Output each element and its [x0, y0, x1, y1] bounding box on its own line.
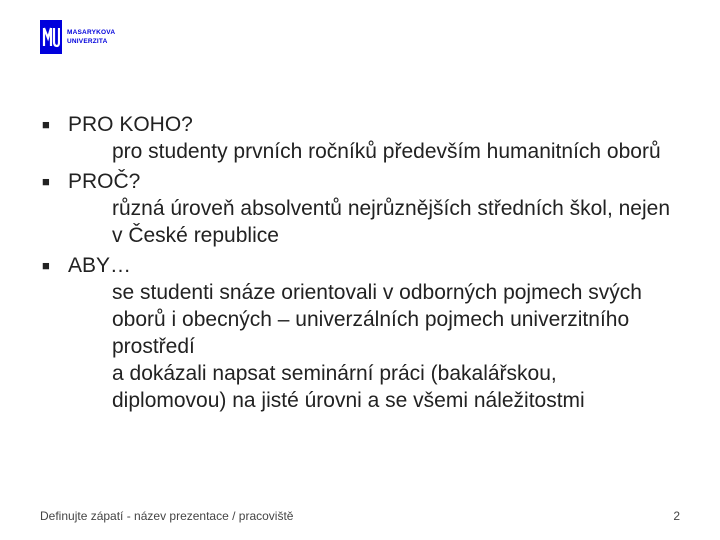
slide-content: [40, 108, 700, 414]
bullet-detail: pro studenty prvních ročníků především humanitních oborů: [112, 140, 661, 163]
bullet-detail: různá úroveň absolventů nejrůznějších středních škol, nejen v České republice: [112, 197, 670, 247]
bullet-item: [40, 111, 700, 138]
mu-logo-icon: [40, 20, 62, 54]
square-bullet-icon: ■: [42, 258, 50, 273]
slide-footer: [40, 509, 680, 523]
logo-line-2: UNIVERZITA: [67, 38, 108, 45]
page-number: 2: [673, 509, 680, 523]
logo-text: [67, 28, 115, 46]
bullet-heading: ABY…: [68, 254, 132, 277]
bullet-detail: a dokázali napsat seminární práci (bakalářskou, diplomovou) na jisté úrovni a se všemi náležitostmi: [112, 362, 585, 412]
bullet-item: [40, 252, 700, 279]
bullet-item: [40, 168, 700, 195]
footer-text: Definujte zápatí - název prezentace / pracoviště: [40, 509, 294, 523]
university-logo: [40, 20, 115, 54]
bullet-heading: PRO KOHO?: [68, 113, 193, 136]
square-bullet-icon: ■: [42, 174, 50, 189]
logo-line-1: MASARYKOVA: [67, 29, 116, 36]
bullet-heading: PROČ?: [68, 170, 141, 193]
square-bullet-icon: ■: [42, 117, 50, 132]
bullet-detail: se studenti snáze orientovali v odborných pojmech svých oborů i obecných – univerzálních pojmech univerzitního prostředí: [112, 281, 642, 358]
